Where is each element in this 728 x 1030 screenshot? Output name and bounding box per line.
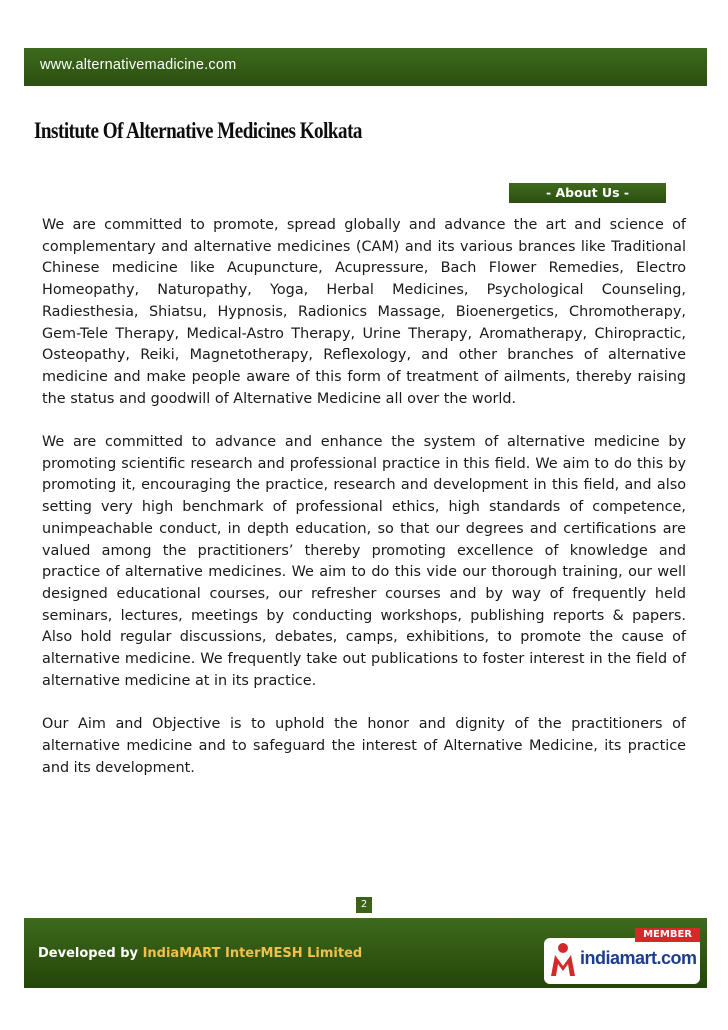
site-header-bar	[24, 48, 707, 86]
company-name: Institute Of Alternative Medicines Kolkata	[34, 118, 362, 143]
member-tag: MEMBER	[635, 928, 700, 942]
developed-by	[38, 946, 362, 961]
site-url[interactable]: www.alternativemadicine.com	[40, 57, 237, 73]
paragraph-aim: Our Aim and Objective is to uphold the honor and dignity of the practitioners of alternative medicine and to safeguard the interest of Alternative Medicine, its practice and its development.	[42, 716, 686, 776]
indiamart-member-badge[interactable]	[544, 928, 700, 984]
indiamart-logo-icon	[548, 942, 578, 978]
developer-link[interactable]: IndiaMART InterMESH Limited	[142, 946, 363, 961]
about-content	[42, 215, 686, 779]
about-us-tab	[509, 183, 666, 203]
paragraph-mission: We are committed to promote, spread globally and advance the art and science of complementary and alternative medicines (CAM) and its various brances like Traditional Chinese medicine like Acupuncture, Acupressure, Bach Flower Remedies, Electro Homeopathy, Naturopathy, Yoga, Herbal Medicines, Psychological Counseling, Radiesthesia, Shiatsu, Hypnosis, Radionics Massage, Bioenergetics, Chromotherapy, Gem-Tele Therapy, Medical-Astro Therapy, Urine Therapy, Aromatherapy, Chiropractic, Osteopathy, Reiki, Magnetotherapy, Reflexology, and other branches of alternative medicine and make people aware of this form of treatment of ailments, thereby raising the status and goodwill of Alternative Medicine all over the world.	[42, 217, 686, 407]
about-us-label: - About Us -	[545, 185, 630, 200]
developed-by-label: Developed by	[38, 946, 139, 961]
paragraph-advancement: We are committed to advance and enhance the system of alternative medicine by promoting scientific research and professional practice in this field. We aim to do this by promoting it, encouraging the practice, research and development in this field, and also setting very high benchmark of professional ethics, high standards of competence, unimpeachable conduct, in depth education, so that our degrees and certifications are valued among the practitioners’ thereby promoting excellence of knowledge and practice of alternative medicines. We aim to do this vide our thorough training, our well designed educational courses, our refresher courses and by way of frequently held seminars, lectures, meetings by conducting workshops, publishing reports & papers. Also hold regular discussions, debates, camps, exhibitions, to promote the cause of alternative medicine. We frequently take out publications to foster interest in the field of alternative medicine at in its practice.	[42, 434, 686, 689]
page-number: 2	[356, 897, 372, 913]
indiamart-logo	[544, 938, 700, 984]
indiamart-logo-text: indiamart.com	[580, 948, 697, 968]
